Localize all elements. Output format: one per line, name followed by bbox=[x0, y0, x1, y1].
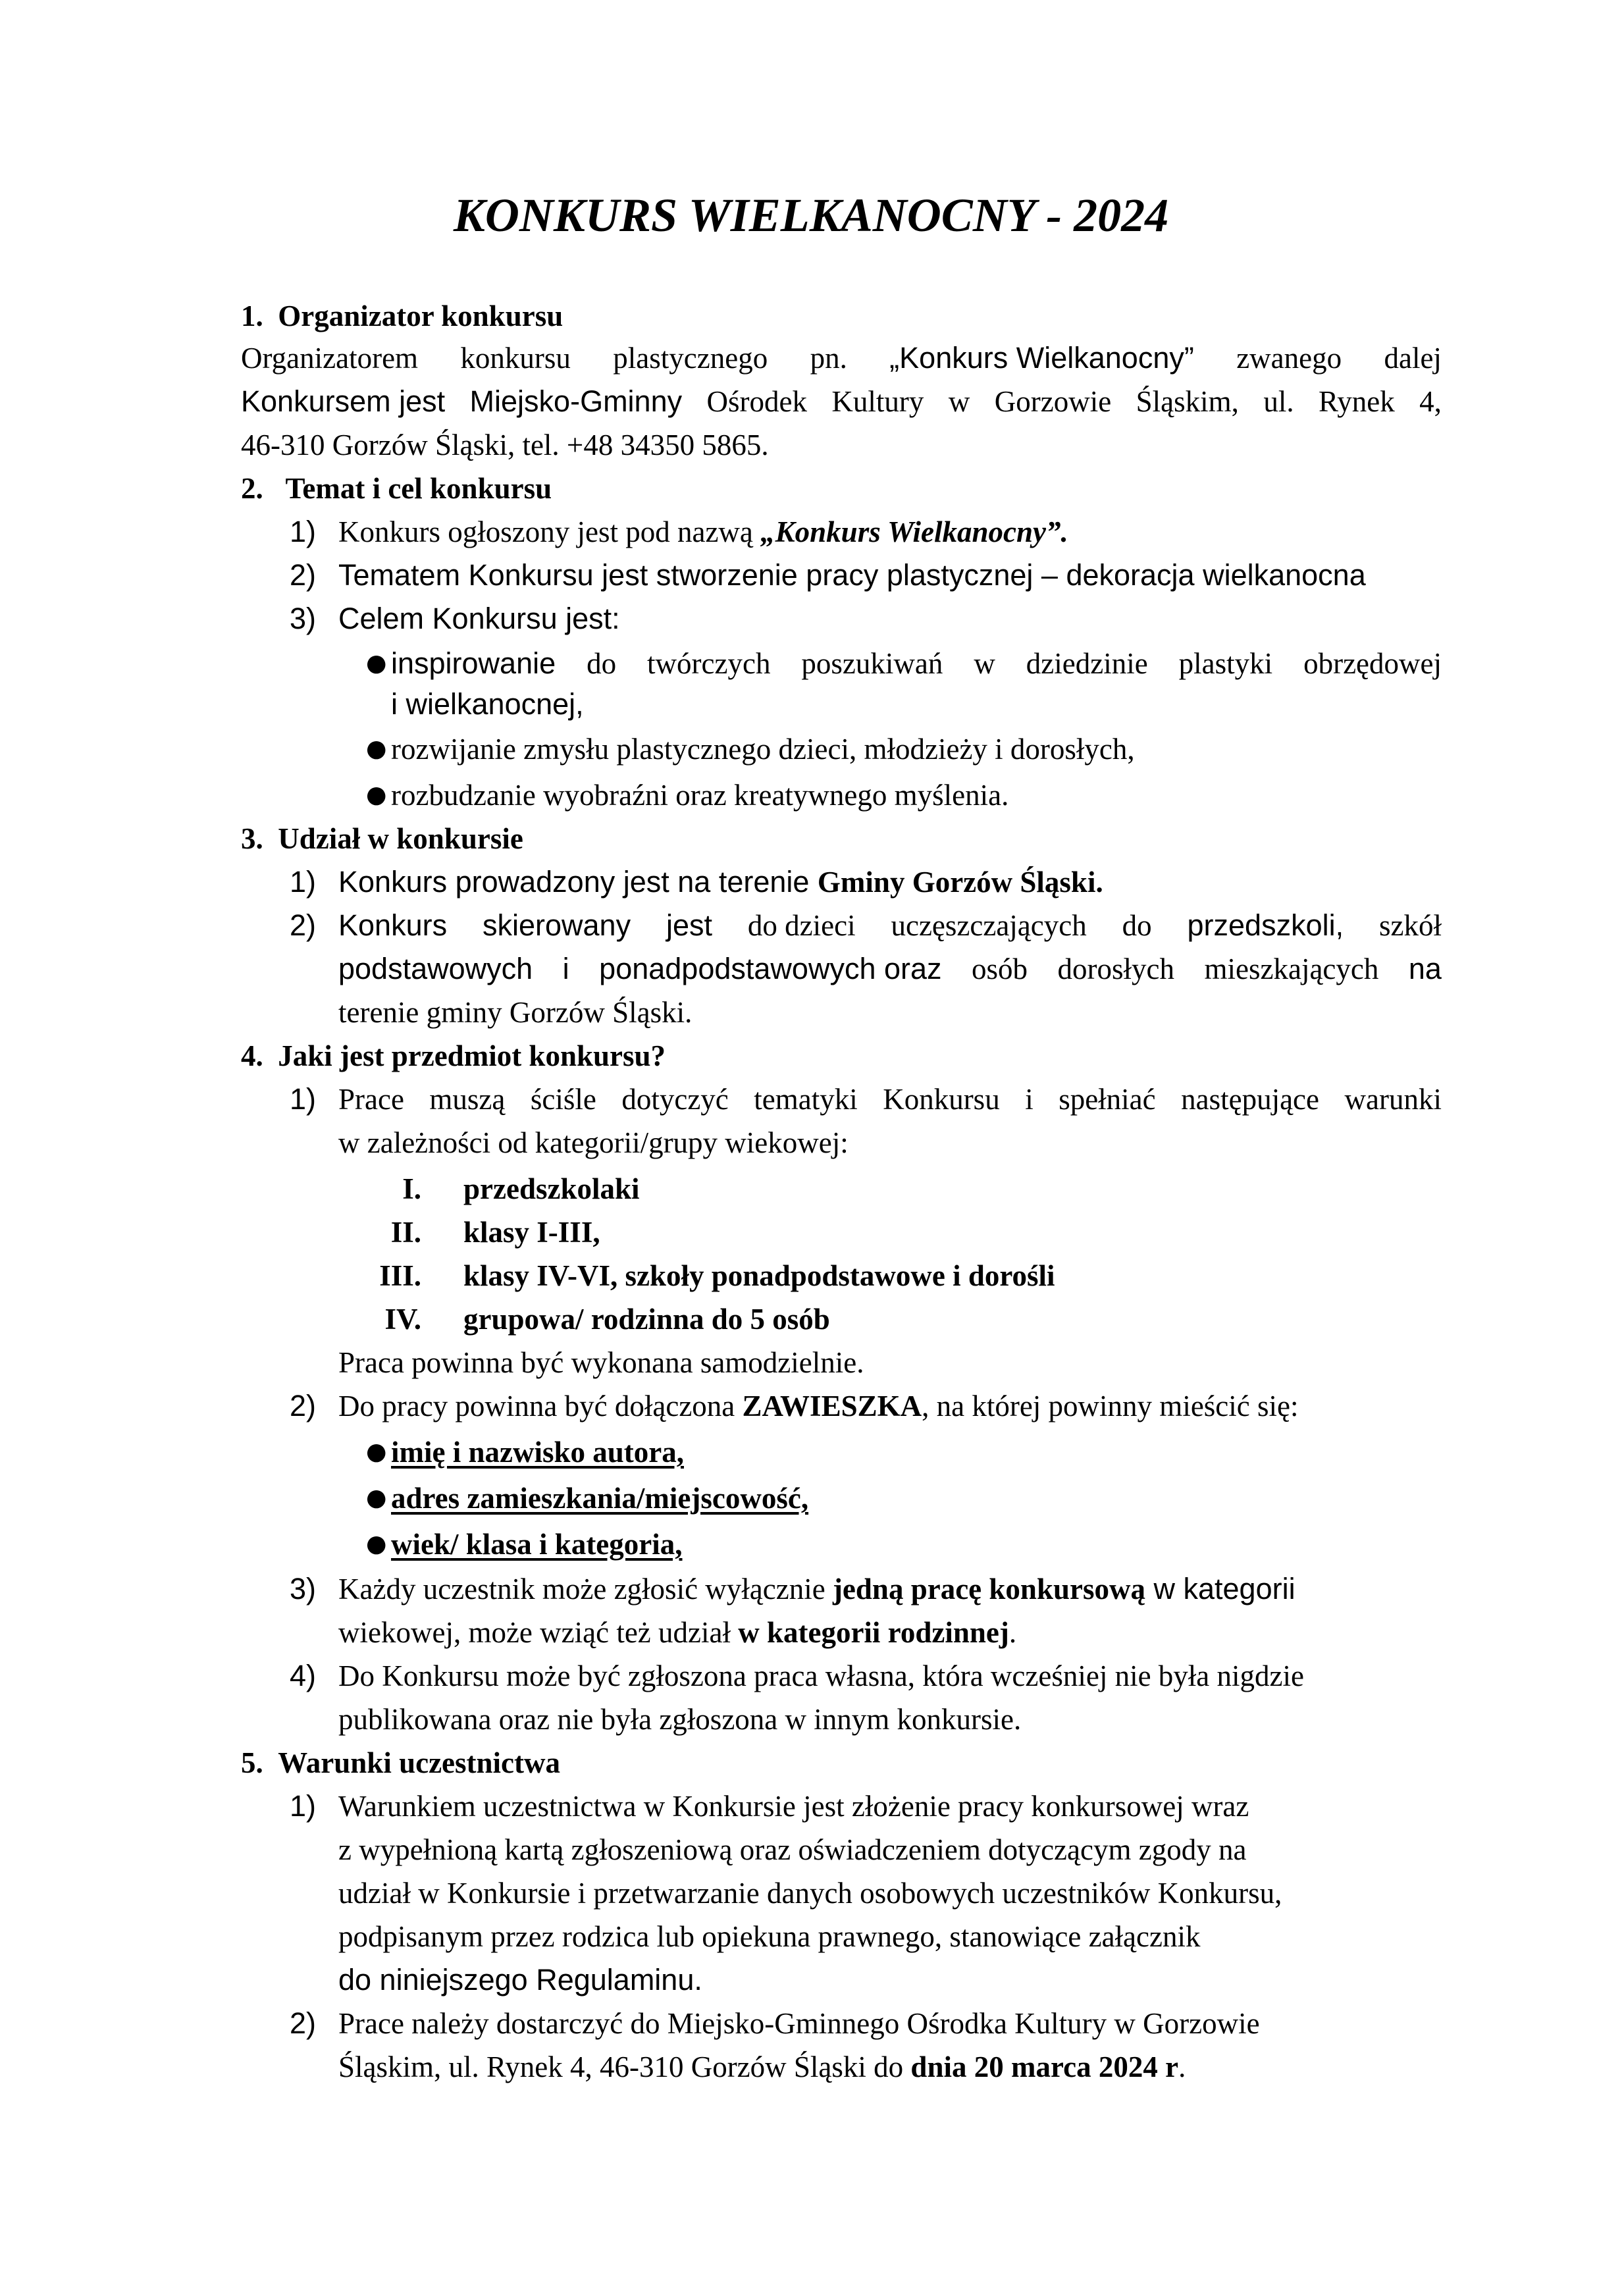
item-number: 2) bbox=[290, 558, 317, 592]
word: Rynek bbox=[1319, 385, 1395, 418]
word: następujące bbox=[1181, 1083, 1319, 1116]
item-text: Do pracy powinna być dołączona bbox=[338, 1390, 743, 1422]
word: uczęszczających bbox=[891, 909, 1087, 942]
category-number: III. bbox=[379, 1259, 421, 1292]
word: Kultury bbox=[831, 385, 924, 418]
word: spełniać bbox=[1059, 1083, 1156, 1116]
original-work-rule-line-1: Do Konkursu może być zgłoszona praca własna, która wcześniej nie była nigdzie bbox=[338, 1659, 1304, 1692]
item-number: 2) bbox=[290, 1389, 317, 1422]
word: do dzieci bbox=[747, 909, 856, 942]
word: i bbox=[562, 952, 569, 985]
word: Śląskim, bbox=[1136, 385, 1239, 418]
section-title: Udział w konkursie bbox=[278, 822, 523, 855]
word: i bbox=[1025, 1083, 1033, 1116]
section-5-heading bbox=[241, 1743, 560, 1783]
category-label: przedszkolaki bbox=[463, 1172, 640, 1205]
word: Konkursem jest bbox=[241, 384, 446, 418]
participation-condition-line-4: podpisanym przez rodzica lub opiekuna prawnego, stanowiące załącznik bbox=[338, 1920, 1201, 1953]
item-text: Konkurs ogłoszony jest pod nazwą bbox=[338, 515, 761, 548]
category-label: grupowa/ rodzinna do 5 osób bbox=[463, 1303, 830, 1336]
word: poszukiwań bbox=[801, 647, 943, 680]
section-4-heading bbox=[241, 1036, 666, 1076]
bullet-icon: ● bbox=[366, 650, 387, 677]
section-title: Temat i cel konkursu bbox=[285, 472, 552, 505]
item-number: 4) bbox=[290, 1659, 317, 1692]
category-label: klasy IV-VI, szkoły ponadpodstawowe i dorośli bbox=[463, 1259, 1055, 1292]
tag-keyword: ZAWIESZKA bbox=[742, 1390, 922, 1422]
section-title: Jaki jest przedmiot konkursu? bbox=[278, 1039, 666, 1072]
word: konkursu bbox=[460, 342, 571, 375]
word: muszą bbox=[429, 1083, 506, 1116]
word: Konkursu bbox=[883, 1083, 1000, 1116]
word: ściśle bbox=[530, 1083, 596, 1116]
goal-2: rozwijanie zmysłu plastycznego dzieci, młodzieży i dorosłych, bbox=[391, 733, 1135, 766]
organizer-paragraph-line-2 bbox=[241, 382, 1442, 421]
one-entry-rule-line-1 bbox=[338, 1569, 1295, 1609]
word: jest bbox=[666, 908, 712, 942]
word: osób bbox=[972, 952, 1028, 985]
requirements-line-1 bbox=[338, 1080, 1442, 1119]
section-2-heading bbox=[241, 469, 552, 508]
emphasis: jedną pracę konkursową bbox=[832, 1573, 1145, 1605]
section-1-heading bbox=[241, 296, 563, 336]
item-text: w kategorii bbox=[1145, 1572, 1295, 1605]
word: na bbox=[1408, 952, 1442, 985]
contest-name-emphasis: „Konkurs Wielkanocny”. bbox=[760, 515, 1068, 548]
item-text: . bbox=[1008, 1616, 1017, 1649]
word: inspirowanie bbox=[391, 646, 556, 680]
word: w bbox=[974, 647, 995, 680]
original-work-rule-line-2: publikowana oraz nie była zgłoszona w innym konkursie. bbox=[338, 1703, 1022, 1736]
target-audience-line-2 bbox=[338, 949, 1442, 989]
item-number: 1) bbox=[290, 1789, 317, 1823]
category-number: IV. bbox=[384, 1303, 421, 1336]
organizer-paragraph-line-1 bbox=[241, 338, 1442, 378]
bullet-icon: ● bbox=[366, 1484, 387, 1511]
item-text: Konkurs prowadzony jest na terenie bbox=[338, 865, 818, 899]
bullet-icon: ● bbox=[366, 781, 387, 808]
word: warunki bbox=[1344, 1083, 1442, 1116]
participation-condition-line-3: udział w Konkursie i przetwarzanie danych osobowych uczestników Konkursu, bbox=[338, 1877, 1282, 1910]
word: ponadpodstawowych oraz bbox=[599, 952, 942, 985]
contest-announcement bbox=[338, 512, 1068, 552]
independent-work-note: Praca powinna być wykonana samodzielnie. bbox=[338, 1346, 864, 1379]
word: podstawowych bbox=[338, 952, 533, 985]
item-text: , na której powinny mieścić się: bbox=[922, 1390, 1299, 1422]
word: przedszkoli, bbox=[1187, 908, 1344, 942]
section-number: 1. bbox=[241, 300, 263, 332]
category-number: II. bbox=[390, 1216, 421, 1249]
word: w bbox=[948, 385, 970, 418]
category-label: klasy I-III, bbox=[463, 1216, 600, 1249]
organizer-address-phone: 46-310 Gorzów Śląski, tel. +48 34350 5865. bbox=[241, 429, 769, 461]
item-number: 3) bbox=[290, 602, 317, 635]
word: ul. bbox=[1263, 385, 1294, 418]
word: mieszkających bbox=[1204, 952, 1379, 985]
section-title: Organizator konkursu bbox=[278, 300, 563, 332]
item-text: Śląskim, ul. Rynek 4, 46-310 Gorzów Śląski do bbox=[338, 2050, 911, 2083]
item-number: 1) bbox=[290, 1082, 317, 1116]
participation-condition-line-1: Warunkiem uczestnictwa w Konkursie jest złożenie pracy konkursowej wraz bbox=[338, 1790, 1249, 1823]
item-text: Każdy uczestnik może zgłosić wyłącznie bbox=[338, 1573, 833, 1605]
target-audience-line-3: terenie gminy Gorzów Śląski. bbox=[338, 996, 693, 1029]
contest-theme: Tematem Konkursu jest stworzenie pracy plastycznej – dekoracja wielkanocna bbox=[338, 558, 1366, 592]
word: do bbox=[1122, 909, 1152, 942]
word: Gorzowie bbox=[994, 385, 1112, 418]
word: Prace bbox=[338, 1083, 404, 1116]
item-number: 3) bbox=[290, 1572, 317, 1605]
contest-area bbox=[338, 862, 1103, 902]
deadline-date: dnia 20 marca 2024 r bbox=[910, 2050, 1179, 2083]
word: dziedzinie bbox=[1026, 647, 1148, 680]
emphasis: w kategorii rodzinnej bbox=[738, 1616, 1009, 1649]
section-number: 3. bbox=[241, 822, 263, 855]
word: Organizatorem bbox=[241, 342, 419, 375]
word: Ośrodek bbox=[706, 385, 807, 418]
bullet-icon: ● bbox=[366, 735, 387, 762]
word: obrzędowej bbox=[1303, 647, 1442, 680]
item-text: . bbox=[1178, 2050, 1186, 2083]
delivery-instructions-line-1: Prace należy dostarczyć do Miejsko-Gminnego Ośrodka Kultury w Gorzowie bbox=[338, 2007, 1260, 2040]
tag-field-address: adres zamieszkania/miejscowość, bbox=[391, 1482, 809, 1515]
section-number: 2. bbox=[241, 472, 263, 505]
word: zwanego bbox=[1236, 342, 1342, 375]
word: do bbox=[587, 647, 617, 680]
item-text: wiekowej, może wziąć też udział bbox=[338, 1616, 739, 1649]
goal-1-line-1 bbox=[391, 644, 1442, 683]
section-3-heading bbox=[241, 819, 523, 858]
word: dotyczyć bbox=[621, 1083, 729, 1116]
tag-field-name: imię i nazwisko autora, bbox=[391, 1436, 684, 1469]
word: szkół bbox=[1378, 909, 1442, 942]
contest-name: „Konkurs Wielkanocny” bbox=[889, 341, 1194, 375]
section-title: Warunki uczestnictwa bbox=[278, 1746, 561, 1779]
item-number: 1) bbox=[290, 515, 317, 548]
word: 4, bbox=[1419, 385, 1442, 418]
goal-3: rozbudzanie wyobraźni oraz kreatywnego myślenia. bbox=[391, 779, 1009, 812]
organizer-name: Miejsko-Gminny bbox=[469, 384, 683, 418]
municipality-name: Gminy Gorzów Śląski. bbox=[817, 866, 1103, 899]
word: twórczych bbox=[647, 647, 771, 680]
word: tematyki bbox=[754, 1083, 858, 1116]
item-number: 2) bbox=[290, 908, 317, 942]
bullet-icon: ● bbox=[366, 1530, 387, 1557]
document-title: KONKURS WIELKANOCNY - 2024 bbox=[453, 189, 1169, 242]
tag-requirement bbox=[338, 1386, 1299, 1426]
word: dalej bbox=[1384, 342, 1442, 375]
section-number: 5. bbox=[241, 1746, 263, 1779]
word: pn. bbox=[810, 342, 847, 375]
participation-condition-line-2: z wypełnioną kartą zgłoszeniową oraz oświadczeniem dotyczącym zgody na bbox=[338, 1833, 1247, 1866]
item-number: 1) bbox=[290, 865, 317, 899]
bullet-icon: ● bbox=[366, 1438, 387, 1465]
word: plastyki bbox=[1178, 647, 1273, 680]
word: skierowany bbox=[482, 908, 631, 942]
target-audience-line-1 bbox=[338, 906, 1442, 945]
one-entry-rule-line-2 bbox=[338, 1613, 1016, 1652]
contest-goals-intro: Celem Konkursu jest: bbox=[338, 602, 620, 635]
delivery-instructions-line-2 bbox=[338, 2047, 1186, 2087]
item-number: 2) bbox=[290, 2006, 317, 2040]
participation-condition-line-5: do niniejszego Regulaminu. bbox=[338, 1963, 702, 1996]
word: dorosłych bbox=[1057, 952, 1175, 985]
category-number: I. bbox=[402, 1172, 421, 1205]
tag-field-age: wiek/ klasa i kategoria, bbox=[391, 1528, 683, 1561]
word: Konkurs bbox=[338, 908, 448, 942]
section-number: 4. bbox=[241, 1039, 263, 1072]
requirements-line-2: w zależności od kategorii/grupy wiekowej: bbox=[338, 1126, 849, 1159]
word: plastycznego bbox=[613, 342, 768, 375]
goal-1-line-2: i wielkanocnej, bbox=[391, 687, 584, 721]
